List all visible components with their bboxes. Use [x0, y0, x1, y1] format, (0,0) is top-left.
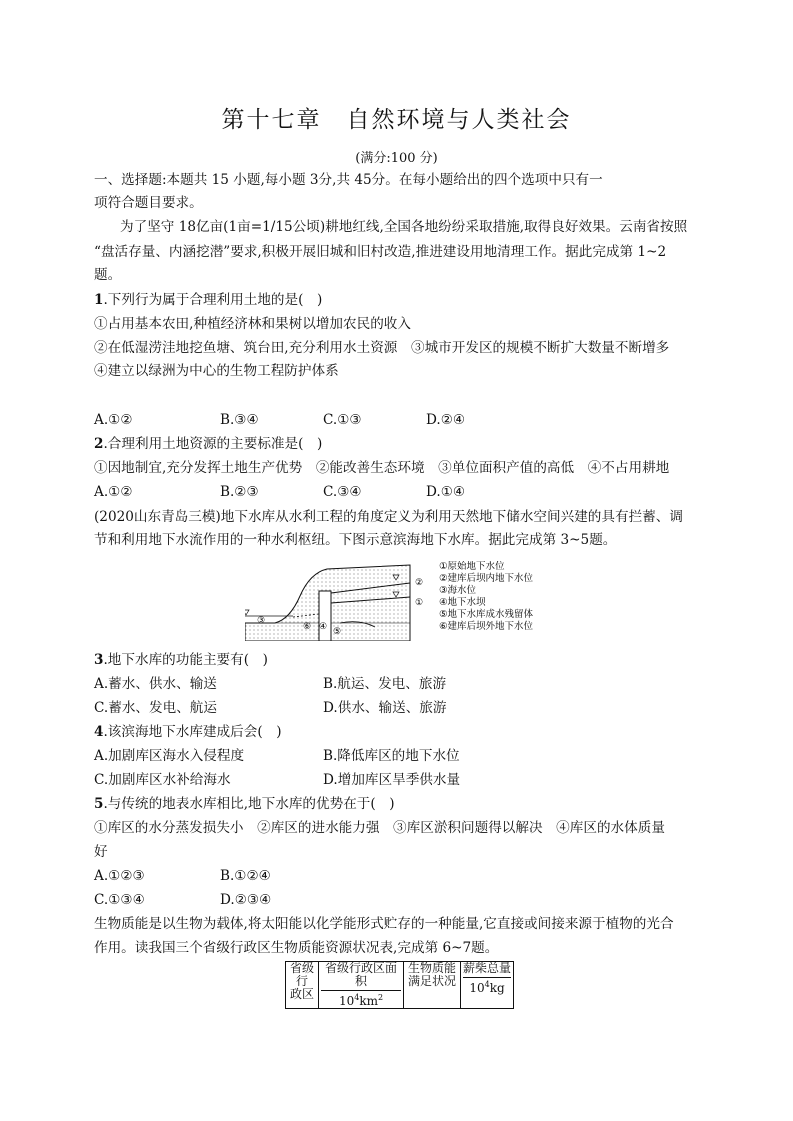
question-1-option-c[interactable]: C.①③	[323, 412, 362, 428]
question-3-option-a[interactable]: A.蓄水、供水、输送	[94, 676, 217, 692]
intro1-line2: “盘活存量、内涵挖潜”要求,积极开展旧城和旧村改造,推进建设用地清理工作。据此完成第 1~2	[94, 244, 667, 260]
question-5-option-d[interactable]: D.②③④	[220, 892, 272, 908]
question-3-option-d[interactable]: D.供水、输送、旅游	[323, 700, 447, 716]
question-5-option-b[interactable]: B.①②④	[220, 868, 271, 884]
question-1-option-a[interactable]: A.①②	[94, 412, 133, 428]
coastal-groundwater-reservoir-diagram	[245, 561, 555, 641]
legend-item-2: ②建库后坝内地下水位	[439, 573, 534, 584]
intro2-line1: (2020山东青岛三模)地下水库从水利工程的角度定义为利用天然地下储水空间兴建的具有拦蓄、调	[94, 509, 683, 525]
underground-dam	[319, 591, 331, 641]
table-header-row	[286, 962, 514, 1009]
label-4: ④	[319, 622, 328, 632]
question-5-option-c[interactable]: C.①③④	[94, 892, 145, 908]
score-note: (满分:100 分)	[355, 151, 438, 166]
question-1-statement-2: ②在低湿涝洼地挖鱼塘、筑台田,充分利用水土资源 ③城市开发区的规模不断扩大数量不断增多	[94, 340, 670, 356]
question-5-statement-2: 好	[94, 844, 108, 860]
biomass-resource-table	[285, 961, 514, 1009]
question-3-option-b[interactable]: B.航运、发电、旅游	[323, 676, 447, 692]
question-2-option-c[interactable]: C.③④	[323, 484, 362, 500]
legend-item-5: ⑤地下水库成水残留体	[439, 609, 534, 620]
question-1-option-d[interactable]: D.②④	[426, 412, 466, 428]
question-number: 2	[94, 436, 104, 452]
label-6: ⑥	[303, 622, 312, 632]
question-1-statement-3: ④建立以绿洲为中心的生物工程防护体系	[94, 363, 339, 379]
intro3-line2: 作用。读我国三个省级行政区生物质能资源状况表,完成第 6~7题。	[94, 940, 499, 956]
label-5: ⑤	[333, 627, 342, 637]
question-2-statement-1: ①因地制宜,充分发挥土地生产优势 ②能改善生态环境 ③单位面积产值的高低 ④不占用耕地	[94, 460, 670, 476]
header-firewood-total: 薪柴总量 $10^4kg$	[461, 962, 514, 1009]
page-title: 第十七章 自然环境与人类社会	[221, 107, 572, 133]
header-province: 省级 行 政区	[286, 962, 319, 1009]
question-5-statement-1: ①库区的水分蒸发损失小 ②库区的进水能力强 ③库区淤积问题得以解决 ④库区的水体质量	[94, 820, 665, 836]
label-3: ③	[257, 616, 266, 626]
header-biomass-status: 生物质能 满足状况	[404, 962, 461, 1009]
question-number: 4	[94, 724, 104, 740]
intro1-line3: 题。	[94, 267, 122, 283]
question-5-stem: 5.与传统的地表水库相比,地下水库的优势在于( )	[94, 796, 395, 812]
section-heading-line1: 一、选择题:本题共 15 小题,每小题 3分,共 45分。在每小题给出的四个选项中只有一	[94, 172, 603, 188]
question-5-option-a[interactable]: A.①②③	[94, 868, 145, 884]
question-3-stem: 3.地下水库的功能主要有( )	[94, 652, 268, 668]
question-number: 3	[94, 652, 104, 668]
question-number: 5	[94, 796, 104, 812]
label-2: ②	[415, 578, 424, 588]
question-4-stem: 4.该滨海地下水库建成后会( )	[94, 724, 282, 740]
question-2-option-a[interactable]: A.①②	[94, 484, 133, 500]
question-4-option-a[interactable]: A.加剧库区海水入侵程度	[94, 748, 245, 764]
question-2-stem: 2.合理利用土地资源的主要标准是( )	[94, 436, 323, 452]
question-4-option-b[interactable]: B.降低库区的地下水位	[323, 748, 460, 764]
question-1-stem: 1.下列行为属于合理利用土地的是( )	[94, 292, 323, 308]
question-1-statement-1: ①占用基本农田,种植经济林和果树以增加农民的收入	[94, 316, 411, 332]
question-2-option-d[interactable]: D.①④	[426, 484, 466, 500]
legend-item-6: ⑥建库后坝外地下水位	[439, 621, 534, 632]
legend-item-4: ④地下水坝	[439, 597, 486, 608]
question-number: 1	[94, 292, 104, 308]
section-heading-line2: 项符合题目要求。	[94, 195, 203, 211]
intro2-line2: 节和利用地下水流作用的一种水利枢纽。下图示意滨海地下水库。据此完成第 3~5题。	[94, 532, 617, 548]
legend-item-3: ③海水位	[439, 585, 477, 596]
intro3-line1: 生物质能是以生物为载体,将太阳能以化学能形式贮存的一种能量,它直接或间接来源于植物的光合	[94, 916, 674, 932]
question-2-option-b[interactable]: B.②③	[220, 484, 259, 500]
legend-item-1: ①原始地下水位	[439, 561, 505, 572]
question-4-option-d[interactable]: D.增加库区旱季供水量	[323, 772, 461, 788]
intro1-line1: 为了坚守 18亿亩(1亩=1/15公顷)耕地红线,全国各地纷纷采取措施,取得良好效果。云南省按照	[120, 219, 688, 235]
question-4-option-c[interactable]: C.加剧库区水补给海水	[94, 772, 231, 788]
question-1-option-b[interactable]: B.③④	[220, 412, 259, 428]
label-1: ①	[415, 598, 424, 608]
question-3-option-c[interactable]: C.蓄水、发电、航运	[94, 700, 217, 716]
header-area: 省级行政区面积 $10^4km^2$	[319, 962, 404, 1009]
